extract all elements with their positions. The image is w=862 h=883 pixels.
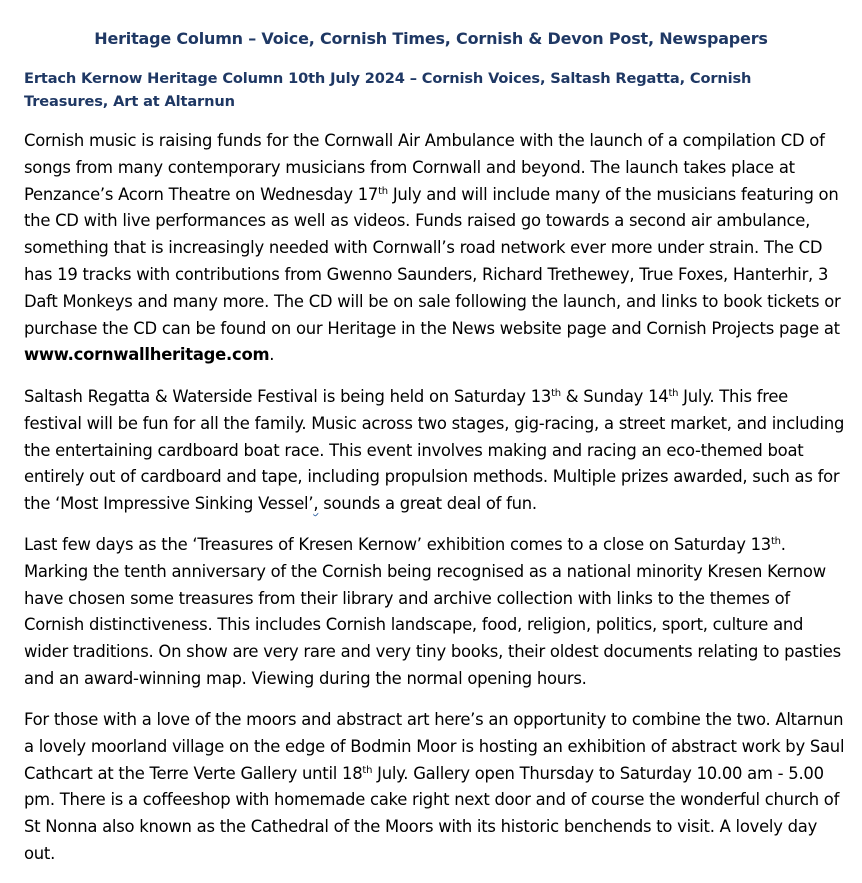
p2-text1: Saltash Regatta & Waterside Festival is being held on Saturday 13 (24, 387, 552, 406)
column-heading: Heritage Column – Voice, Cornish Times, Cornish & Devon Post, Newspapers (94, 29, 768, 48)
p1-text1: Cornish music is raising funds for the Cornwall Air Ambulance with the launch of a compilation CD of songs from many contemporary musicians from Cornwall and beyond. The launch takes place at Penzance’s Acorn Theatre on Wednesday 17 (24, 131, 825, 204)
paragraph-cornish-treasures (24, 532, 846, 693)
p4-sup1: th (362, 764, 373, 776)
column-subheading: Ertach Kernow Heritage Column 10th July 2024 – Cornish Voices, Saltash Regatta, Cornish Treasures, Art at Altarnun (24, 70, 752, 110)
p3-text1: Last few days as the ‘Treasures of Kresen Kernow’ exhibition comes to a close on Saturday 13 (24, 535, 771, 554)
p2-sup1: th (551, 388, 561, 399)
p1-text2: July and will include many of the musicians featuring on the CD with live performances as well as videos. Funds raised go towards a second air ambulance, something that is increasingly needed with Cornwall’s road network ever more under strain. The CD has 19 tracks with contributions from Gwenno Saunders, Richard Trethewey, True Foxes, Hanterhir, 3 Daft Monkeys and many more. The CD will be on sale following the launch, and links to book tickets or purchase the CD can be found on our Heritage in the News website page and Cornish Projects page at (24, 184, 841, 338)
website-link[interactable]: www.cornwallheritage.com (24, 345, 270, 365)
paragraph-saltash-regatta (24, 384, 846, 518)
p3-sup1: th (770, 536, 781, 547)
p1-text3: . (269, 345, 275, 365)
paragraph-cornish-voices (24, 128, 846, 369)
grammar-mark[interactable]: , (313, 494, 319, 514)
p4-text2: July. Gallery open Thursday to Saturday 10.00 am - 5.00 pm. There is a coffeeshop with homemade cake right next door and of course the wonderful church of St Nonna also known as the Cathedral of the Moors with its historic benchends to visit. A lovely day out. (24, 763, 840, 863)
paragraph-art-altarnun (24, 707, 846, 868)
p1-sup1: th (378, 185, 388, 197)
p3-text2: . Marking the tenth anniversary of the Cornish being recognised as a national minority Kresen Kernow have chosen some treasures from their library and archive collection with links to the themes of Cornish distinctiveness. This includes Cornish landscape, food, religion, politics, sport, culture and wider traditions. On show are very rare and very tiny books, their oldest documents relating to pasties and an award-winning map. Viewing during the normal opening hours. (24, 535, 841, 688)
p2-text3: July. This free festival will be fun for all the family. Music across two stages, gig-racing, a street market, and including the entertaining cardboard boat race. This event involves making and racing an eco-themed boat entirely out of cardboard and tape, including propulsion methods. Multiple prizes awarded, such as for the ‘Most Impressive Sinking Vessel’ (24, 387, 845, 514)
p2-text4: sounds a great deal of fun. (318, 494, 537, 514)
p2-sup2: th (668, 388, 679, 399)
p4-text1: For those with a love of the moors and abstract art here’s an opportunity to combine the two. Altarnun a lovely moorland village on the edge of Bodmin Moor is hosting an exhibition of abstract work by Saul Cathcart at the Terre Verte Gallery until 18 (24, 710, 845, 783)
p2-text2: & Sunday 14 (560, 387, 669, 406)
